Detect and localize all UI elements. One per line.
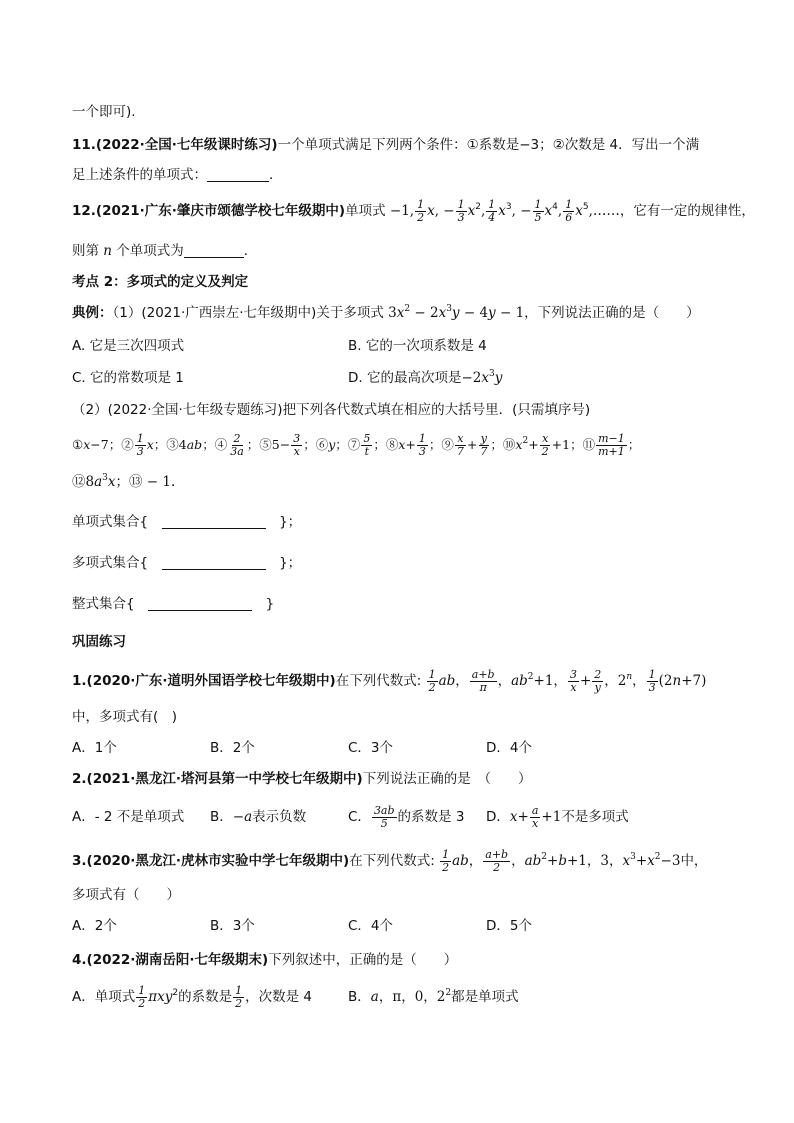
set-end-last: } — [265, 596, 275, 612]
expression-list-line-2: $⑫8a^3x$；⑬ − 1. — [72, 473, 176, 490]
opt-letter: B. — [348, 338, 362, 354]
q12-n: n — [103, 243, 112, 259]
pq3-option-d[interactable]: D．5个 — [486, 918, 532, 934]
example-source-2: (2022·全国·七年级专题练习) — [107, 402, 283, 418]
pq4-source: (2022·湖南岳阳·七年级期末) — [86, 952, 269, 968]
question-12-line-2 — [72, 241, 257, 261]
set-end: }； — [279, 555, 302, 571]
opt-text: 都是单项式 — [451, 989, 519, 1005]
opt-text: 的系数是 — [178, 989, 233, 1005]
question-11 — [72, 135, 699, 155]
practice-q3-line-2: 多项式有（ ） — [72, 887, 180, 903]
opt-text: 的系数是 3 — [397, 809, 465, 825]
pq3-text: 在下列代数式: — [349, 853, 435, 869]
opt-letter: C. — [72, 370, 86, 386]
example-option-c[interactable] — [72, 368, 184, 388]
pq4-option-b[interactable]: B．a，π，0，$2^2$都是单项式 — [348, 988, 519, 1005]
pq2-number: 2. — [72, 771, 87, 787]
practice-title: 巩固练习 — [72, 634, 126, 650]
question-12 — [72, 198, 755, 224]
pq3-expressions: $\frac{1}{2}$ ab， $\frac{a+b}{2}$ ，$ab^2+b+1$，3，$x^3+x^2-3$ — [442, 847, 681, 874]
pq3-option-c[interactable]: C．4个 — [348, 918, 394, 934]
q11-condition-1: ①系数是−3 — [466, 137, 540, 153]
opt-letter: D． — [486, 809, 510, 825]
pq2-option-b[interactable]: B．−a表示负数 — [210, 809, 307, 825]
pq2-option-a[interactable]: A．- 2 不是单项式 — [72, 809, 185, 825]
opt-letter: A. — [72, 338, 86, 354]
q12-line2-a: 则第 — [72, 243, 99, 259]
q12-source: (2021·广东·肇庆市颂德学校七年级期中) — [95, 203, 346, 219]
opt-text-2: ，次数是 4 — [245, 989, 312, 1005]
opt-letter: C． — [348, 809, 371, 825]
section-2-title: 考点 2：多项式的定义及判定 — [72, 274, 249, 290]
q12-number: 12. — [72, 203, 96, 219]
q11-source: (2022·全国·七年级课时练习) — [95, 137, 278, 153]
example-polynomial: $3x^2 - 2x^3y - 4y - 1$ — [388, 304, 525, 321]
example-part2-num: （2） — [72, 402, 108, 418]
practice-q1-line-2: 中，多项式有( ) — [72, 709, 178, 725]
q11-text: 一个单项式满足下列两个条件： — [277, 137, 467, 153]
example-option-b[interactable] — [348, 336, 487, 356]
set-polynomial-blank[interactable] — [162, 569, 266, 570]
practice-q2 — [72, 769, 531, 789]
opt-text: 它的常数项是 1 — [90, 370, 184, 386]
top-fragment: 一个即可). — [72, 104, 136, 120]
q11-line2-text: 足上述条件的单项式： — [72, 167, 207, 183]
q12-text: 单项式 — [345, 203, 386, 219]
q12-end: ． — [243, 243, 258, 259]
pq1-option-d[interactable]: D．4个 — [486, 740, 532, 756]
opt-text: 它的最高次项是 — [366, 370, 462, 386]
set-end: }； — [279, 514, 302, 530]
set-integral-blank[interactable] — [148, 610, 252, 611]
opt-letter: A．单项式 — [72, 989, 136, 1005]
pq1-expressions: $\frac{1}{2}$ ab， $\frac{a+b}{\pi}$ ，$ab^2+1$， $\frac{3}{x}$ + $\frac{2}{y}$ ，2$^n$， $\frac{1}{3}$ (2n+7) — [428, 667, 707, 694]
practice-q3 — [72, 848, 707, 874]
pq1-text: 在下列代数式: — [335, 673, 422, 689]
pq1-number: 1. — [72, 673, 87, 689]
pq3-number: 3. — [72, 853, 87, 869]
practice-q1 — [72, 668, 706, 694]
opt-text: 表示负数 — [252, 809, 307, 825]
set-int-label: 整式集合{ — [72, 596, 135, 612]
q12-sequence: −1, $\frac{1}{2}$ x, − $\frac{1}{3}$ $x^2$, $\frac{1}{4}$ $x^3$, − $\frac{1}{5}$ $x^4$, $\frac{1}{6}$ $x^5,\dots\dots$ — [389, 197, 620, 224]
set-poly-label: 多项式集合{ — [72, 555, 149, 571]
example-source-1: (2021·广西崇左·七年级期中) — [141, 305, 317, 321]
set-integral — [72, 594, 274, 614]
opt-letter: B． — [210, 809, 233, 825]
pq3-source: (2020·黑龙江·虎林市实验中学七年级期中) — [86, 853, 350, 869]
example-option-a[interactable] — [72, 336, 184, 356]
opt-text: 它的一次项系数是 4 — [365, 338, 487, 354]
pq3-option-a[interactable]: A．2个 — [72, 918, 117, 934]
pq4-number: 4. — [72, 952, 87, 968]
q11-sep: ； — [539, 137, 553, 153]
opt-letter: D. — [348, 370, 363, 386]
example-part-1 — [72, 303, 700, 323]
pq1-option-b[interactable]: B．2个 — [210, 740, 255, 756]
practice-q4 — [72, 950, 457, 970]
set-monomial-blank[interactable] — [162, 528, 266, 529]
q11-number: 11. — [72, 137, 96, 153]
example-part-2 — [72, 400, 590, 420]
pq1-source: (2020·广东·道明外国语学校七年级期中) — [86, 673, 336, 689]
q11-answer-blank[interactable] — [207, 181, 269, 182]
opt-text: 不是多项式 — [561, 809, 629, 825]
example-part1-num: （1） — [112, 305, 142, 321]
opt-letter: B． — [348, 989, 371, 1005]
example-text2: 把下列各代数式填在相应的大括号里．(只需填序号) — [282, 402, 591, 418]
question-11-line-2 — [72, 165, 283, 185]
pq2-option-d[interactable]: D．x+ $\frac{a}{x}$ +1不是多项式 — [486, 803, 629, 830]
example-option-d[interactable]: D. 它的最高次项是$-2x^3y$ — [348, 369, 503, 386]
pq4-option-a[interactable]: A．单项式 $\frac{1}{2}$ πxy$^2$的系数是 $\frac{1}{2}$ ，次数是 4 — [72, 983, 312, 1010]
set-polynomial — [72, 553, 301, 573]
q12-line2-b: 个单项式为 — [116, 243, 184, 259]
example-label: 典例： — [72, 305, 113, 321]
expression-list: ①x−7；② $\frac{1}{3}$ x；③4ab；④ $\frac{2}{3a}$ ；⑤5− $\frac{3}{x}$ ；⑥y；⑦ $\frac{5}{t}$ ；⑧x+ $\frac{1}{3}$ ；⑨ $\frac{x}{7}$ + $\frac{y}{7}$ ；$⑩x^2+$ $\frac{x}{2}$ +1；⑪ $\frac{m-1}{m+1}$ ； — [72, 432, 641, 458]
set-monomial — [72, 512, 301, 532]
opt-text: 它是三次四项式 — [89, 338, 185, 354]
pq2-text: 下列说法正确的是 （ ） — [362, 771, 532, 787]
pq3-option-b[interactable]: B．3个 — [210, 918, 255, 934]
q11-condition-2: ②次数是 4 — [552, 137, 619, 153]
q12-text-b: ，它有一定的规律性， — [619, 203, 755, 219]
set-mono-label: 单项式集合{ — [72, 514, 149, 530]
pq1-option-c[interactable]: C．3个 — [348, 740, 394, 756]
pq4-text: 下列叙述中，正确的是（ ） — [268, 952, 458, 968]
q11-end: ． — [269, 167, 283, 183]
example-text1a: 关于多项式 — [316, 305, 384, 321]
example-text1b: ，下列说法正确的是（ ） — [524, 305, 700, 321]
pq1-option-a[interactable]: A．1个 — [72, 740, 117, 756]
pq2-source: (2021·黑龙江·塔河县第一中学校七年级期中) — [86, 771, 363, 787]
q11-text-b: ．写出一个满 — [618, 137, 700, 153]
pq2-option-c[interactable]: C． $\frac{3ab}{5}$ 的系数是 3 — [348, 803, 465, 830]
q12-answer-blank[interactable] — [184, 257, 244, 258]
pq3-text-end: 中， — [680, 853, 708, 869]
